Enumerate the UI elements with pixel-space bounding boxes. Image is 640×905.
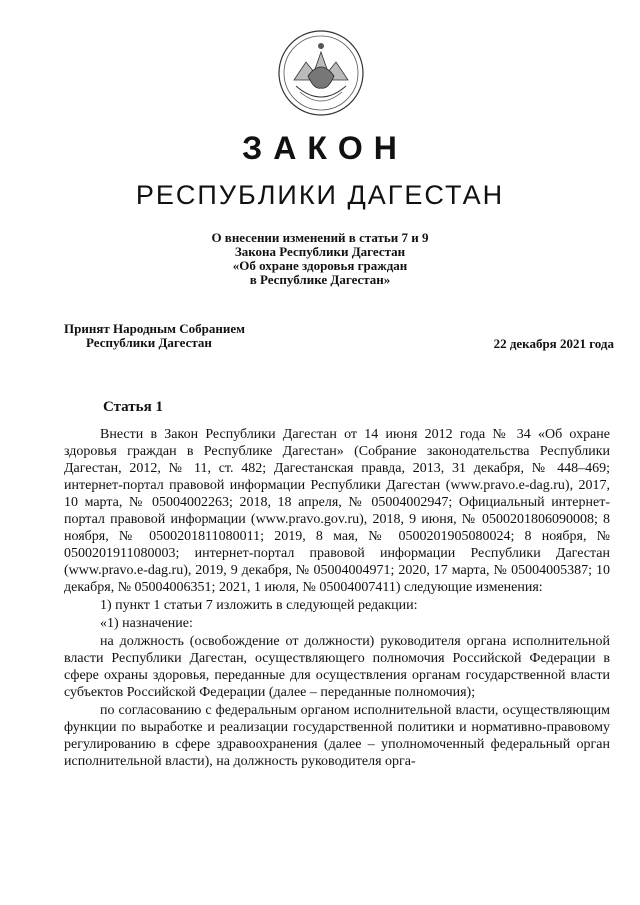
article-heading: Статья 1: [103, 399, 163, 415]
article-paragraph: Внести в Закон Республики Дагестан от 14 июня 2012 года № 34 «Об охране здоровья граждан в Республике Дагестан» (Собрание законодательства Республики Дагестан, 2012, № 11, ст. 482; Дагестанская правда, 2013, 31 декабря, № 448–469; интернет-портал правовой информации Республики Дагестан (www.pravo.e-dag.ru), 2017, 10 марта, № 05004002263; 2018, 18 апреля, № 05004002947; Официальный интернет-портал правовой информации (www.pravo.gov.ru), 2018, 9 июня, № 0500201806090008; 8 ноября, № 0500201811080011; 2019, 8 мая, № 0500201905080024; 8 ноября, № 0500201911080003; интернет-портал правовой информации Республики Дагестан (www.pravo.e-dag.ru), 2019, 9 декабря, № 05004004971; 2020, 17 марта, № 05004005387; 10 декабря, № 05004006351; 2021, 1 июля, № 05004007411) следующие изменения:: [64, 427, 610, 595]
article-paragraph: по согласованию с федеральным органом исполнительной власти, осуществляющим функции по выработке и реализации государственной политики и нормативно-правовому регулированию в сфере здравоохранения (далее – уполномоченный федеральный орган исполнительной власти), на должность руководителя орга-: [64, 703, 610, 769]
adoption-date: 22 декабря 2021 года: [493, 336, 614, 351]
document-subtitle: РЕСПУБЛИКИ ДАГЕСТАН: [135, 180, 505, 210]
adoption-line: Принят Народным Собранием: [64, 321, 246, 336]
adoption-info: [64, 322, 245, 350]
article-paragraph: 1) пункт 1 статьи 7 изложить в следующей редакции:: [100, 598, 418, 613]
law-title: [170, 231, 470, 287]
law-title-line: О внесении изменений в статьи 7 и 9: [211, 230, 429, 245]
law-title-line: в Республике Дагестан»: [249, 272, 391, 287]
coat-of-arms-icon: [276, 28, 366, 118]
article-paragraph: на должность (освобождение от должности) руководителя органа исполнительной власти Республики Дагестан, осуществляющего полномочия Российской Федерации в сфере охраны здоровья, переданные для осуществления органам государственной власти субъектов Российской Федерации (далее – переданные полномочия);: [64, 634, 610, 700]
law-title-line: «Об охране здоровья граждан: [232, 258, 408, 273]
adoption-line: Республики Дагестан: [86, 335, 212, 350]
article-paragraph: «1) назначение:: [100, 616, 193, 631]
law-title-line: Закона Республики Дагестан: [234, 244, 406, 259]
article-body: [64, 426, 610, 770]
document-title: ЗАКОН: [242, 130, 408, 166]
